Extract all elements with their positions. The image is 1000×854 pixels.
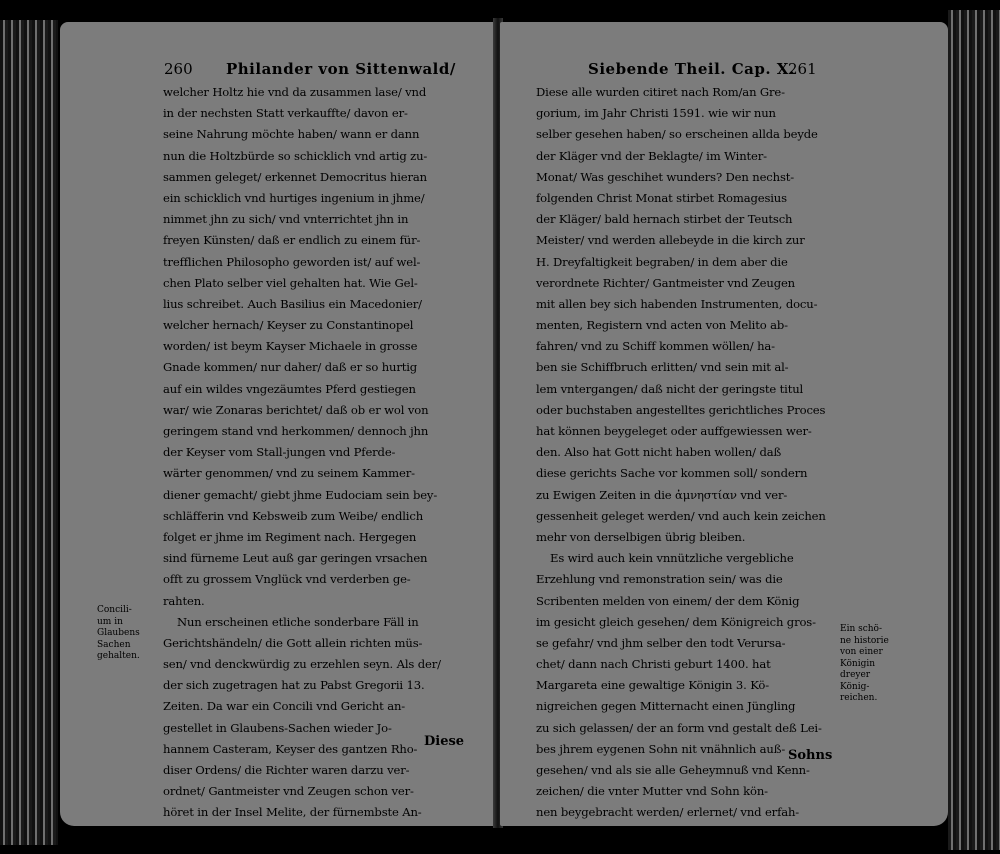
marginal-line: ne historie [840,635,889,646]
text-line: se gefahr/ vnd jhm selber den todt Verursa- [536,635,786,650]
text-line: Meister/ vnd werden allebeyde in die kirch zur [536,233,805,248]
text-line: Gnade kommen/ nur daher/ daß er so hurtig [163,360,418,375]
marginal-line: Glaubens [97,628,140,638]
text-line: seine Nahrung möchte haben/ wann er dann [163,127,420,142]
text-line: lem vntergangen/ daß nicht der geringste titul [536,381,804,396]
text-line: verordnete Richter/ Gantmeister vnd Zeugen [536,275,795,290]
text-line: ein schicklich vnd hurtiges ingenium in jhme/ [163,190,425,205]
text-line: welcher Holtz hie vnd da zusammen lase/ vnd [163,85,427,99]
text-line: rahten. [163,593,205,608]
marginal-note [840,624,889,705]
text-line: ben sie Schiffbruch erlitten/ vnd sein mit al- [536,360,789,375]
left-page [60,22,496,841]
text-line: Diese alle wurden citiret nach Rom/an Gre- [536,85,785,99]
text-line: selber gesehen haben/ so erscheinen allda beyde [536,127,818,142]
text-line: offt zu grossem Vnglück vnd verderben ge- [163,572,411,587]
text-line: Erzehlung vnd remonstration sein/ was die [536,572,783,587]
text-line: der Kläger vnd der Beklagte/ im Winter- [536,148,767,163]
body-text [163,82,473,845]
text-line: folget er jhme im Regiment nach. Hergegen [163,529,417,544]
text-line: Es wird auch kein vnnützliche vergebliche [550,551,794,566]
running-head: Siebende Theil. Cap. X. [588,60,795,78]
text-line: nimmet jhn zu sich/ vnd vnterrichtet jhn in [163,212,409,227]
text-line: sind fürneme Leut auß gar geringen vrsachen [163,551,428,566]
marginal-note [97,605,140,663]
text-line: mit allen bey sich habenden Instrumenten, docu- [536,296,818,311]
text-line: gorium, im Jahr Christi 1591. wie wir nun [536,106,776,121]
text-line: zu sich gelassen/ der an form vnd gestalt deß Lei- [536,720,822,735]
page-edges-right [948,10,1000,850]
right-page [500,22,948,841]
text-line: Gerichtshändeln/ die Gott allein richten müs- [163,635,423,650]
text-line: höret in der Insel Melite, der fürnembste An- [163,805,422,820]
body-text [536,82,848,845]
text-line: ren/ durch erkunden der säugammen deß [536,826,776,841]
text-line: Scribenten melden von einem/ der dem König [536,593,800,608]
text-line: war/ wie Zonaras berichtet/ daß ob er wol von [163,402,429,417]
marginal-line: reichen. [840,693,878,703]
page-number: 261 [788,60,817,78]
marginal-line: König- [840,681,870,692]
text-line: diese gerichts Sache vor kommen soll/ sondern [536,466,808,481]
text-line: schläfferin vnd Kebsweib zum Weibe/ endlich [163,508,424,523]
text-line: nigreichen gegen Mitternacht einen Jüngling [536,699,796,714]
text-line: Nun erscheinen etliche sonderbare Fäll in [177,614,419,629]
marginal-line: Königin [840,658,876,669]
running-head: Philander von Sittenwald/ [226,60,456,78]
text-line: lius schreibet. Auch Basilius ein Macedonier/ [163,296,422,311]
marginal-line: dreyer [840,670,871,680]
marginal-line: um in [97,616,123,627]
text-line: Zeiten. Da war ein Concili vnd Gericht an- [163,699,406,714]
text-line: chet/ dann nach Christi geburt 1400. hat [536,657,771,672]
text-line: oder buchstaben angestelltes gerichtliches Proces [536,402,826,417]
text-line: mehr von derselbigen übrig bleiben. [536,529,746,544]
text-line: gessenheit geleget werden/ vnd auch kein zeichen [536,508,826,523]
text-line: Monat/ Was geschihet wunders? Den nechst- [536,169,795,184]
text-line: chen Plato selber viel gehalten hat. Wie Gel- [163,275,418,290]
text-line: sen/ vnd denckwürdig zu erzehlen seyn. Als der/ [163,657,441,672]
text-line: kläger vñ Fiscal in der sachen ware Romagesiu [163,826,435,841]
text-line: der Keyser vom Stall-jungen vnd Pferde- [163,445,396,460]
marginal-line: von einer [840,647,883,657]
marginal-line: Sachen [97,639,131,650]
text-line: der sich zugetragen hat zu Pabst Gregorii 13. [163,678,425,693]
text-line: ordnet/ Gantmeister vnd Zeugen schon ver- [163,784,414,799]
catchword: Diese [424,734,465,749]
text-line: worden/ ist beym Kayser Michaele in grosse [163,339,418,354]
text-line: H. Dreyfaltigkeit begraben/ in dem aber die [536,254,788,269]
text-line: diener gemacht/ giebt jhme Eudociam sein bey- [163,487,438,502]
text-line: folgenden Christ Monat stirbet Romagesius [536,190,787,205]
text-line: in der nechsten Statt verkauffte/ davon er- [163,106,408,121]
text-line: freyen Künsten/ daß er endlich zu einem für- [163,233,421,248]
text-line: zu Ewigen Zeiten in die ἀμνηστίαν vnd ver- [536,487,788,502]
text-line: fahren/ vnd zu Schiff kommen wöllen/ ha- [536,339,775,354]
page-number: 260 [164,60,193,78]
text-line: gestellet in Glaubens-Sachen wieder Jo- [163,720,392,735]
text-line: im gesicht gleich gesehen/ dem Königreich gros- [536,614,816,629]
text-line: gesehen/ vnd als sie alle Geheymnuß vnd Kenn- [536,763,810,777]
text-line: welcher hernach/ Keyser zu Constantinopel [163,318,414,333]
text-line: sammen geleget/ erkennet Democritus hieran [163,169,427,184]
text-line: diser Ordens/ die Richter waren darzu ver- [163,763,410,777]
marginal-line: Ein schö- [840,624,883,634]
catchword: Sohns [788,748,833,763]
text-line: auf ein wildes vngezäumtes Pferd gestiegen [163,381,416,396]
page-edges-left [0,20,58,845]
text-line: geringem stand vnd herkommen/ dennoch jhn [163,424,429,438]
text-line: Margareta eine gewaltige Königin 3. Kö- [536,678,769,693]
text-line: bes jhrem eygenen Sohn nit vnähnlich auß- [536,741,786,756]
text-line: nun die Holtzbürde so schicklich vnd artig zu- [163,148,428,163]
text-line: trefflichen Philosopho geworden ist/ auf wel- [163,254,421,269]
marginal-line: Concili- [97,605,132,615]
text-line: hat können beygeleget oder auffgewiessen wer- [536,424,812,438]
text-line: hannem Casteram, Keyser des gantzen Rho- [163,741,418,756]
text-line: zeichen/ die vnter Mutter vnd Sohn kön- [536,784,768,799]
text-line: der Kläger/ bald hernach stirbet der Teutsch [536,212,793,227]
text-line: wärter genommen/ vnd zu seinem Kammer- [163,466,415,481]
text-line: menten, Registern vnd acten von Melito ab- [536,318,788,333]
marginal-line: gehalten. [97,651,140,661]
text-line: nen beygebracht werden/ erlernet/ vnd erfah- [536,805,800,820]
text-line: den. Also hat Gott nicht haben wollen/ daß [536,445,782,460]
